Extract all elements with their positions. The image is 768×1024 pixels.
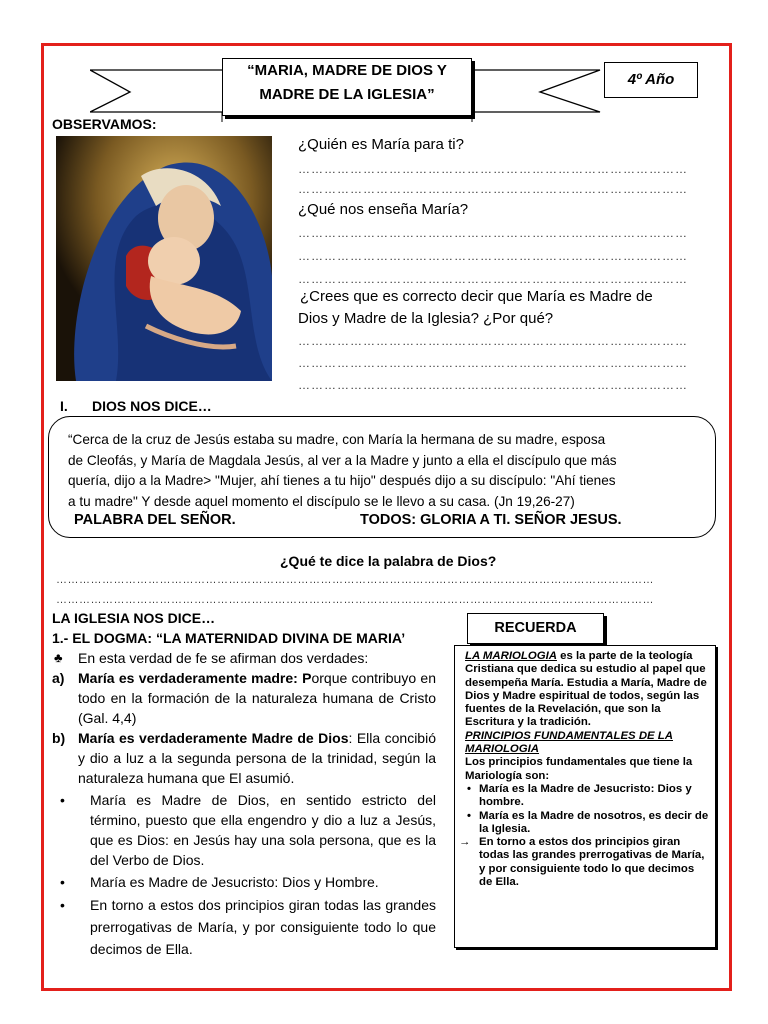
grade-label: 4º Año bbox=[604, 62, 698, 98]
point-b-label: b) bbox=[52, 730, 66, 746]
arrow-item bbox=[459, 836, 710, 889]
point-b-title: María es verdaderamente Madre de Dios bbox=[78, 730, 349, 746]
bullet-icon: • bbox=[60, 792, 65, 808]
bullet-item bbox=[52, 894, 436, 960]
principio-item bbox=[465, 810, 710, 837]
question-3-cont: Dios y Madre de la Iglesia? ¿Por qué? bbox=[298, 310, 554, 327]
intro-text: En esta verdad de fe se afirman dos verdades: bbox=[78, 650, 369, 666]
point-a-title: María es verdaderamente madre: P bbox=[78, 670, 312, 686]
iglesia-heading: LA IGLESIA NOS DICE… bbox=[52, 610, 216, 626]
arrow-right-icon: → bbox=[459, 836, 471, 849]
mariologia-term: LA MARIOLOGIA bbox=[465, 650, 557, 662]
principios-heading: PRINCIPIOS FUNDAMENTALES DE LA MARIOLOGIA bbox=[465, 729, 673, 756]
answer-line[interactable]: ………………………………………………………………………………………………………………………………………… bbox=[56, 594, 654, 606]
page-title bbox=[222, 58, 472, 116]
intro-item bbox=[52, 648, 436, 668]
bullet-icon: • bbox=[60, 874, 65, 890]
point-a-label: a) bbox=[52, 670, 65, 686]
answer-line[interactable]: ……………………………………………………………………………… bbox=[298, 226, 688, 240]
bullet-icon: • bbox=[467, 809, 471, 822]
response-text: TODOS: GLORIA A TI. SEÑOR JESUS. bbox=[360, 512, 622, 528]
point-b-text: : Ella concibió y dio a luz a la segunda persona de la trinidad, según la naturaleza humana que El asumió. bbox=[78, 730, 436, 786]
observamos-heading: OBSERVAMOS: bbox=[52, 116, 157, 132]
quote-line: quería, dijo a la Madre> "Mujer, ahí tienes a tu hijo" después dijo a su discípulo: "Ahí tienes bbox=[68, 473, 616, 488]
bullet-icon: • bbox=[60, 897, 65, 913]
recuerda-label: RECUERDA bbox=[467, 613, 604, 644]
question-3: ¿Crees que es correcto decir que María es Madre de bbox=[300, 288, 653, 305]
iglesia-section bbox=[52, 608, 436, 960]
bullet-text: María es Madre de Dios, en sentido estricto del término, puesto que ella engendro y dio a luz a Jesús, que es Dios: en Jesús hay una sola persona, que es la del Verbo de Dios. bbox=[90, 792, 436, 868]
recuerda-content bbox=[459, 650, 710, 889]
mariologia-definition bbox=[465, 650, 710, 730]
virgin-and-child-image bbox=[56, 136, 272, 381]
answer-line[interactable]: ……………………………………………………………………………… bbox=[298, 182, 688, 196]
point-a-text: orque contribuyo en todo en la formación de la naturaleza humana de Cristo (Gal. 4,4) bbox=[78, 670, 436, 726]
palabra-del-senor: PALABRA DEL SEÑOR. bbox=[74, 512, 236, 528]
point-b bbox=[52, 728, 436, 788]
answer-line[interactable]: ………………………………………………………………………………………………………………………………………… bbox=[56, 574, 654, 586]
principios-intro: Los principios fundamentales que tiene la Mariología son: bbox=[465, 756, 693, 782]
answer-line[interactable]: ……………………………………………………………………………… bbox=[298, 356, 688, 370]
mariologia-text: es la parte de la teología Cristiana que dedica su estudio al papel que desempeña María. Estudia a María, Madre de Dios y Madre espiritual de todos, según las fuentes de la Revelación, que son la Escritura y la tradición. bbox=[465, 650, 707, 729]
quote-line: a tu madre" Y desde aquel momento el discípulo se le llevo a su casa. (Jn 19,26-27) bbox=[68, 493, 575, 509]
bullet-icon: • bbox=[467, 782, 471, 795]
answer-line[interactable]: ……………………………………………………………………………… bbox=[298, 249, 688, 263]
title-line-1: “MARIA, MADRE DE DIOS Y bbox=[247, 62, 447, 79]
bullet-text: María es Madre de Jesucristo: Dios y Hombre. bbox=[90, 874, 379, 890]
bullet-text: En torno a estos dos principios giran todas las grandes prerrogativas de María, y por consiguiente todo lo que decimos de Ella. bbox=[90, 897, 436, 957]
answer-line[interactable]: ……………………………………………………………………………… bbox=[298, 334, 688, 348]
point-a bbox=[52, 668, 436, 728]
quote-line: de Cleofás, y María de Magdala Jesús, al ver a la Madre y junto a ella el discípulo que más bbox=[68, 452, 617, 468]
question-2: ¿Qué nos enseña María? bbox=[298, 201, 469, 218]
bullet-item bbox=[52, 872, 436, 892]
dios-nos-dice-heading: DIOS NOS DICE… bbox=[92, 398, 212, 414]
arrow-item-text: En torno a estos dos principios giran todas las grandes prerrogativas de María, y por consiguiente todo lo que decimos de Ella. bbox=[479, 836, 705, 889]
principio-item bbox=[465, 783, 710, 810]
answer-line[interactable]: ……………………………………………………………………………… bbox=[298, 272, 688, 286]
scripture-quote bbox=[68, 430, 708, 512]
principio-text: María es la Madre de Jesucristo: Dios y hombre. bbox=[479, 782, 692, 809]
quote-line: “Cerca de la cruz de Jesús estaba su madre, con María la hermana de su madre, esposa bbox=[68, 432, 606, 447]
principio-text: María es la Madre de nosotros, es decir de la Iglesia. bbox=[479, 809, 709, 835]
question-1: ¿Quién es María para ti? bbox=[298, 136, 464, 153]
club-bullet-icon: ♣ bbox=[54, 650, 63, 665]
reflection-question: ¿Qué te dice la palabra de Dios? bbox=[280, 553, 497, 569]
answer-line[interactable]: ……………………………………………………………………………… bbox=[298, 378, 688, 392]
answer-line[interactable]: ……………………………………………………………………………… bbox=[298, 162, 688, 176]
dogma-heading: 1.- EL DOGMA: “LA MATERNIDAD DIVINA DE MARIA’ bbox=[52, 630, 406, 646]
bullet-item bbox=[52, 790, 436, 870]
section-number: I. bbox=[60, 398, 68, 414]
title-line-2: MADRE DE LA IGLESIA” bbox=[259, 86, 435, 103]
